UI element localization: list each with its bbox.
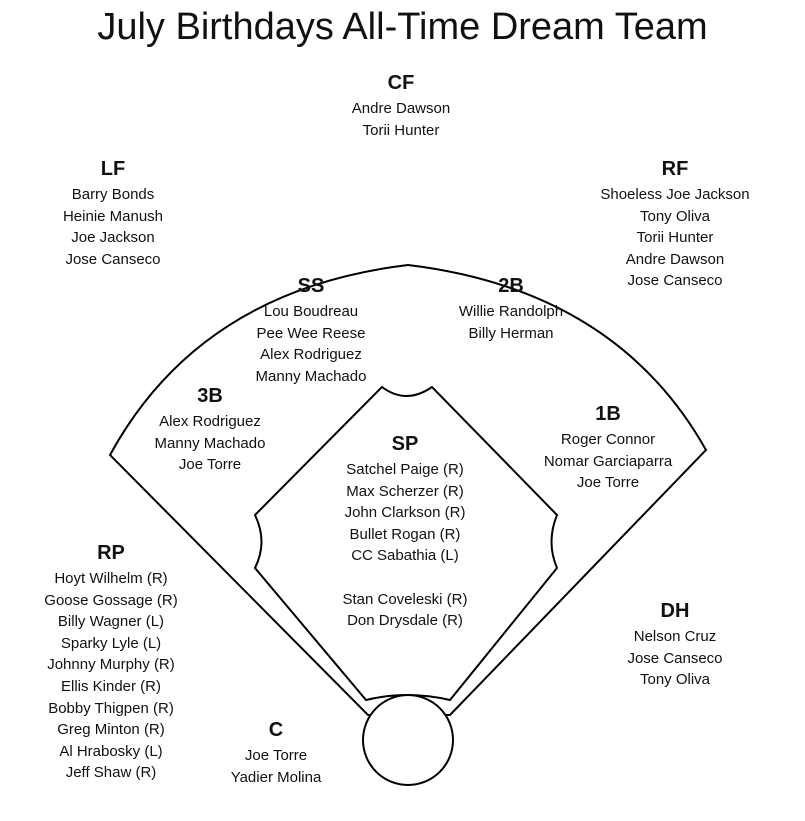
player-name: Jose Canseco [627,272,723,290]
player-name: Ellis Kinder (R) [60,677,162,695]
player-name: Stan Coveleski (R) [342,590,468,608]
player-name: Jose Canseco [65,250,161,268]
player-list [325,459,485,632]
player-name: Goose Gossage (R) [44,591,178,609]
player-name: Alex Rodriguez [159,413,261,430]
position-2b [436,273,586,344]
player-list [25,568,197,784]
position-label: RF [661,158,689,180]
player-name: John Clarkson (R) [344,504,466,522]
player-name: Jose Canseco [627,649,723,667]
player-name: Pee Wee Reese [256,324,366,342]
player-name: Manny Machado [255,367,367,385]
player-name: Andre Dawson [625,250,725,268]
player-name: Shoeless Joe Jackson [600,186,750,203]
player-list [236,301,386,387]
position-label: LF [100,158,126,180]
player-name: Alex Rodriguez [260,346,362,364]
player-name: Tony Oliva [639,207,711,225]
player-name: Joe Torre [178,456,242,474]
position-1b [528,401,688,494]
position-label: DH [660,600,690,622]
player-name: Lou Boudreau [263,303,359,320]
player-list [436,301,586,344]
position-cf [330,70,472,141]
player-list [134,411,286,476]
player-name: Tony Oliva [639,671,711,689]
position-dh [605,598,745,691]
position-label: 1B [595,403,621,425]
position-label: 2B [498,275,524,297]
player-name: Hoyt Wilhelm (R) [54,570,168,587]
player-name: Satchel Paige (R) [346,461,464,478]
position-label: SS [297,275,325,297]
position-label: CF [387,72,415,94]
position-rp [25,540,197,784]
player-name: Bobby Thigpen (R) [48,699,174,717]
position-sp [325,431,485,632]
player-name: Sparky Lyle (L) [60,634,162,652]
player-name: Joe Jackson [71,229,155,247]
position-lf [38,156,188,270]
player-name: Joe Torre [244,747,308,764]
position-3b [134,383,286,476]
player-name: Torii Hunter [362,121,440,139]
position-rf [585,156,765,292]
player-name: Torii Hunter [636,229,714,247]
player-name: Greg Minton (R) [57,721,165,739]
position-label: SP [391,433,419,455]
player-name: Jeff Shaw (R) [65,764,157,782]
player-name: Heinie Manush [62,207,164,225]
player-list [330,98,472,141]
player-name: Manny Machado [154,434,266,452]
player-name: Billy Wagner (L) [57,613,165,631]
position-c [208,717,344,788]
home-plate-circle [363,695,453,785]
player-name: Nomar Garciaparra [543,452,673,470]
player-name: Yadier Molina [230,768,322,786]
player-name: Don Drysdale (R) [347,612,463,630]
player-name: Johnny Murphy (R) [47,656,175,674]
player-name: Max Scherzer (R) [346,482,464,500]
player-list [208,745,344,788]
position-ss [236,273,386,387]
player-name: Al Hrabosky (L) [59,742,163,760]
player-name: Roger Connor [560,431,656,448]
player-name: Nelson Cruz [633,628,717,645]
player-list [605,626,745,691]
position-label: 3B [197,385,223,407]
player-name: Joe Torre [576,474,640,492]
player-list [528,429,688,494]
player-list [585,184,765,292]
player-list [38,184,188,270]
player-name: Bullet Rogan (R) [349,525,461,543]
player-name: Billy Herman [468,324,554,342]
player-name: CC Sabathia (L) [351,547,459,565]
page-title: July Birthdays All-Time Dream Team [97,6,708,48]
player-name: Andre Dawson [351,100,451,117]
position-label: RP [97,542,125,564]
player-spacer [325,567,485,589]
position-label: C [268,719,284,741]
player-name: Barry Bonds [71,186,155,203]
player-name: Willie Randolph [458,303,564,320]
